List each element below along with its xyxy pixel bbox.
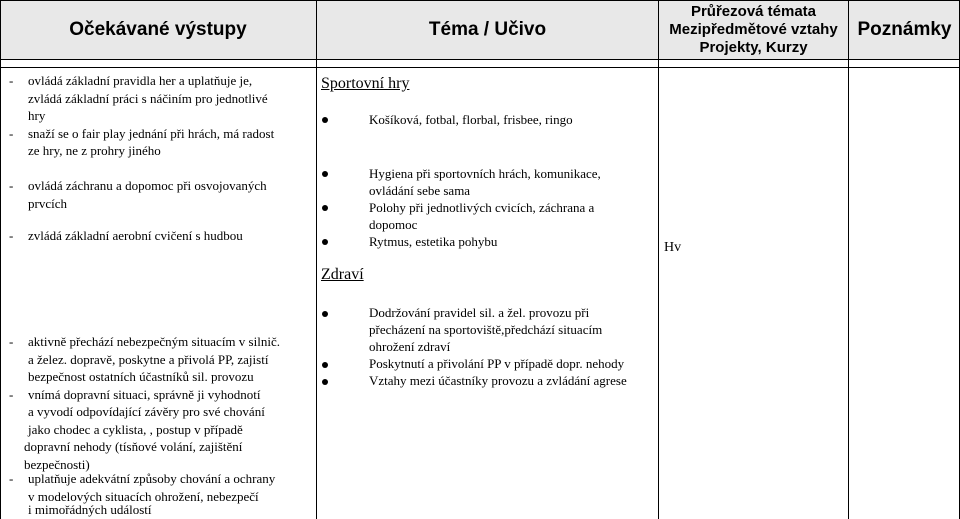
dash-marker: - xyxy=(9,125,14,141)
topic-line: Hygiena při sportovních hrách, komunikace, xyxy=(369,166,601,181)
bullet-icon xyxy=(322,362,328,368)
output-line: snaží se o fair play jednání při hrách, má radost xyxy=(28,125,275,141)
dash-marker: - xyxy=(9,471,14,486)
output-line: zvládá základní aerobní cvičení s hudbou xyxy=(28,228,243,243)
section-title-sports: Sportovní hry xyxy=(321,75,410,92)
topic-line: Polohy při jednotlivých cvicích, záchrana a xyxy=(369,200,595,215)
header-notes xyxy=(849,0,960,60)
topic-line: dopomoc xyxy=(369,217,418,232)
header-topic-label: Téma / Učivo xyxy=(428,19,547,40)
bullet-icon xyxy=(322,205,328,211)
header-cross-topics xyxy=(659,0,848,60)
topic-line: ohrožení zdraví xyxy=(369,339,451,354)
output-line: hry xyxy=(28,108,46,123)
header-cross-line3: Projekty, Kurzy xyxy=(699,39,808,56)
dash-marker: - xyxy=(9,334,14,349)
output-line: dopravní nehody (tísňové volání, zajištění xyxy=(24,439,243,454)
cross-topic-hv: Hv xyxy=(664,240,682,255)
output-line: jako chodec a cyklista, , postup v případě xyxy=(28,421,243,437)
bullet-icon xyxy=(322,171,328,177)
output-line: a želez. dopravě, poskytne a přivolá PP, zajistí xyxy=(28,351,269,367)
output-line: bezpečnost ostatních účastníků sil. provozu xyxy=(28,369,254,384)
dash-marker: - xyxy=(9,228,14,243)
output-line: v modelových situacích ohrožení, nebezpečí xyxy=(28,488,259,504)
grid-col-sep1 xyxy=(316,0,317,519)
header-outputs-label: Očekávané výstupy xyxy=(69,19,247,40)
topic-line: Vztahy mezi účastníky provozu a zvládání agrese xyxy=(369,373,627,388)
dash-marker: - xyxy=(9,73,14,88)
grid-header-bottom xyxy=(0,59,960,60)
topic-line: Košíková, fotbal, florbal, frisbee, ringo xyxy=(369,112,573,127)
header-outputs xyxy=(0,0,316,60)
output-line: vnímá dopravní situaci, správně ji vyhodnotí xyxy=(28,386,261,402)
dash-marker: - xyxy=(9,386,14,402)
section-title-health: Zdraví xyxy=(321,266,364,283)
output-line: ze hry, ne z prohry jiného xyxy=(28,143,161,158)
header-cross-line1: Průřezová témata xyxy=(690,3,817,20)
topic-line: Rytmus, estetika pohybu xyxy=(369,234,498,249)
topic-line: přecházení na sportoviště,předchází situacím xyxy=(369,322,603,337)
grid-col-left xyxy=(0,0,1,519)
output-line: zvládá základní práci s náčiním pro jednotlivé xyxy=(28,90,268,106)
dash-marker: - xyxy=(9,178,14,193)
header-notes-label: Poznámky xyxy=(857,19,952,40)
output-line: aktivně přechází nebezpečným situacím v silnič. xyxy=(28,334,280,349)
grid-col-sep2 xyxy=(658,0,659,519)
bullet-icon xyxy=(322,311,328,317)
bullet-icon xyxy=(322,379,328,385)
header-topic xyxy=(317,0,658,60)
bullet-icon xyxy=(322,117,328,123)
grid-body-top xyxy=(0,67,960,68)
grid-col-sep3 xyxy=(848,0,849,519)
output-line: uplatňuje adekvátní způsoby chování a ochrany xyxy=(28,471,276,486)
header-cross-line2: Mezipředmětové vztahy xyxy=(669,21,838,38)
grid-top xyxy=(0,0,960,1)
bullet-icon xyxy=(322,239,328,245)
topic-line: Dodržování pravidel sil. a žel. provozu při xyxy=(369,305,590,320)
output-line: prvcích xyxy=(28,195,67,211)
output-line: bezpečnosti) xyxy=(24,456,90,472)
output-line: i mimořádných událostí xyxy=(28,502,152,517)
topic-line: Poskytnutí a přivolání PP v případě dopr. nehody xyxy=(369,356,625,371)
output-line: ovládá základní pravidla her a uplatňuje je, xyxy=(28,73,253,88)
output-line: ovládá záchranu a dopomoc při osvojovaných xyxy=(28,178,267,193)
output-line: a vyvodí odpovídající závěry pro své chování xyxy=(28,404,265,419)
topic-line: ovládání sebe sama xyxy=(369,183,471,198)
